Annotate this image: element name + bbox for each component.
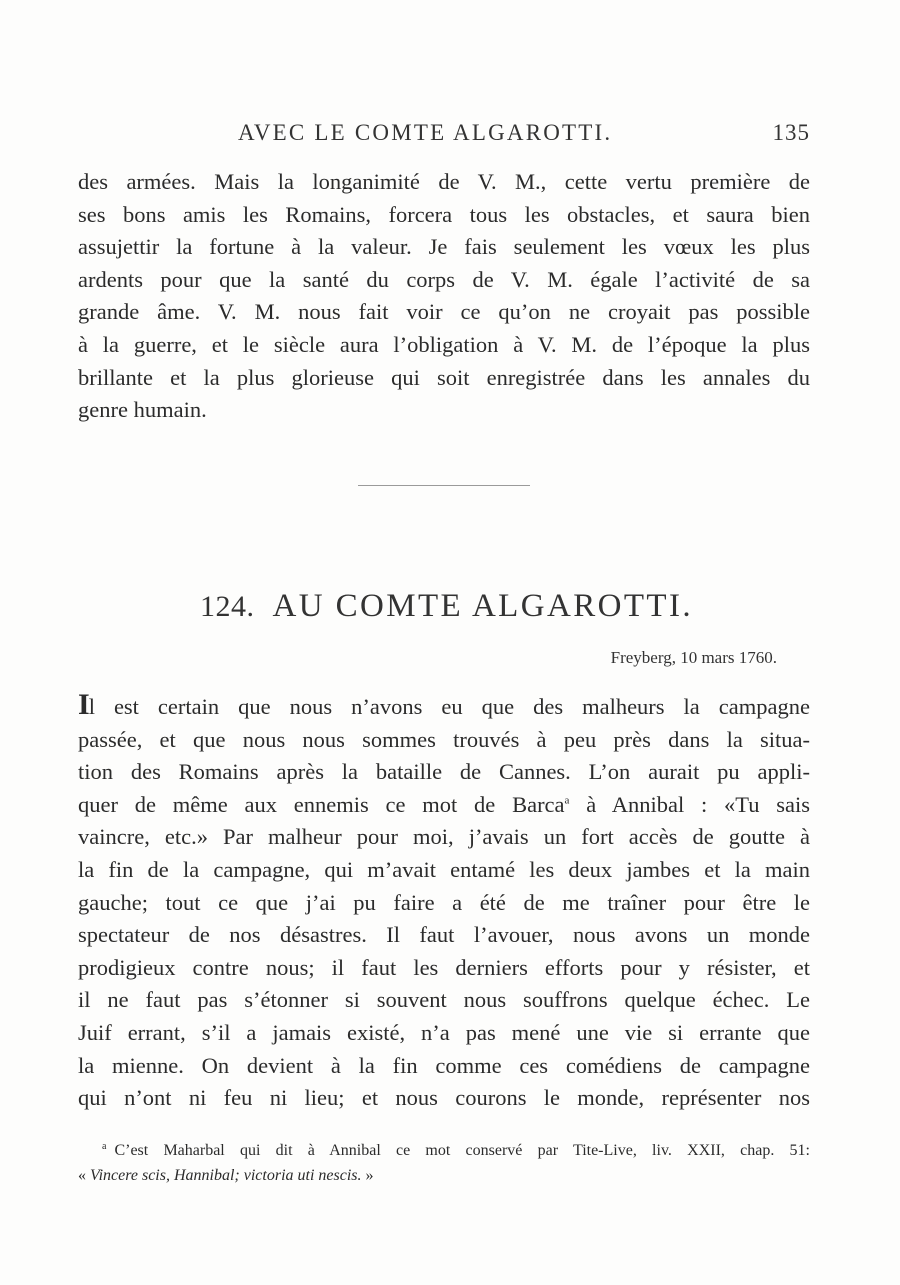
text-fragment: quer de même aux ennemis ce mot de Barca [78,791,565,817]
text-line: spectateur de nos désastres. Il faut l’avouer, nous avons un monde [78,922,810,948]
running-head [78,120,810,150]
letter-number: 124. [200,590,255,623]
latin-quote: Vincere scis, Hannibal; victoria uti nescis. [90,1167,362,1184]
text-line [78,689,810,724]
footnote-marker: a [102,1140,107,1152]
text-line: qui n’ont ni feu ni lieu; et nous courons le monde, représenter nos [78,1085,810,1111]
text-line: ardents pour que la santé du corps de V. M. égale l’activité de sa [78,266,810,292]
text-line: gauche; tout ce que j’ai pu faire a été de me traîner pour être le [78,889,810,915]
footnote-line [78,1163,810,1188]
dateline: Freyberg, 10 mars 1760. [610,648,777,667]
quote-mark: » [361,1167,374,1184]
text-line: vaincre, etc.» Par malheur pour moi, j’avais un fort accès de goutte à [78,824,810,850]
text-line: à la guerre, et le siècle aura l’obligation à V. M. de l’époque la plus [78,331,810,357]
text-line: genre humain. [78,397,207,423]
text-line: ses bons amis les Romains, forcera tous les obstacles, et saura bien [78,201,810,227]
footnote-reference[interactable]: a [564,794,570,807]
paragraph-continued [78,166,810,427]
text-line: la mienne. On devient à la fin comme ces comédiens de campagne [78,1052,810,1078]
text-line: Juif errant, s’il a jamais existé, n’a pas mené une vie si errante que [78,1019,810,1045]
drop-cap: I [78,688,89,721]
page-number: 135 [772,120,810,145]
text-line: des armées. Mais la longanimité de V. M., cette vertu première de [78,169,810,194]
running-title: AVEC LE COMTE ALGAROTTI. [238,120,613,145]
quote-mark: « [78,1167,90,1184]
letter-body [78,689,810,1115]
text-line [78,789,810,822]
text-line: brillante et la plus glorieuse qui soit enregistrée dans les annales du [78,364,810,390]
footnote-line [78,1138,810,1163]
letter-title: AU COMTE ALGAROTTI. [272,588,693,624]
text-fragment: l est certain que nous n’avons eu que des malheurs la campagne [88,694,810,719]
section-separator [358,485,530,486]
text-line: passée, et que nous nous sommes trouvés à peu près dans la situa- [78,726,810,752]
text-fragment: à Annibal : «Tu sais [569,791,811,817]
footnote-text: C’est Maharbal qui dit à Annibal ce mot conservé par Tite-Live, liv. XXII, chap. 51: [114,1142,810,1159]
text-line: assujettir la fortune à la valeur. Je fais seulement les vœux les plus [78,234,810,260]
text-line: il ne faut pas s’étonner si souvent nous souffrons quelque échec. Le [78,987,810,1013]
text-line: la fin de la campagne, qui m’avait entamé les deux jambes et la main [78,856,810,882]
footnote [78,1138,810,1188]
text-line: grande âme. V. M. nous fait voir ce qu’on ne croyait pas possible [78,299,810,325]
text-line: tion des Romains après la bataille de Cannes. L’on aurait pu appli- [78,759,810,785]
letter-heading [200,588,720,625]
text-line: prodigieux contre nous; il faut les derniers efforts pour y résister, et [78,954,810,980]
